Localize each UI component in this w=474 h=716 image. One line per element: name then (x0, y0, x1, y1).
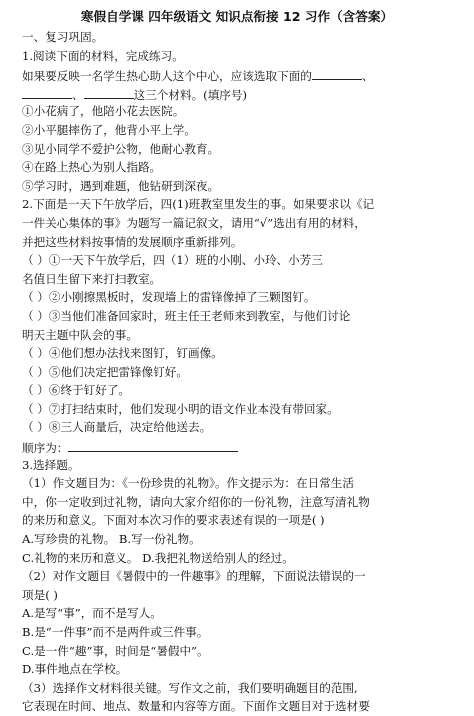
question-1-stem: 1.阅读下面的材料，完成练习。 (22, 48, 184, 63)
question-1-prompt-text: 如果要反映一名学生热心助人这个中心，应该选取下面的 (22, 69, 312, 84)
question-3-line: A.写珍贵的礼物。 B.写一份礼物。 (22, 532, 201, 547)
option-item: ⑤学习时，遇到难题，他钻研到深夜。 (22, 178, 220, 193)
question-3-line: （1）作文题目为：《一份珍贵的礼物》。作文提示为：在日常生活 (22, 476, 354, 491)
material-item: （ ）⑤他们决定把雷锋像钉好。 (22, 364, 188, 379)
question-3-line: （2）对作文题目《暑假中的一件趣事》的理解，下面说法错误的一 (22, 569, 366, 584)
question-1-prompt-line2 (22, 84, 462, 103)
question-3-line: C.是一件“趣”事，时间是“暑假中”。 (22, 643, 209, 658)
separator: 、 (72, 87, 84, 102)
question-3-line: D.事件地点在学校。 (22, 662, 128, 677)
question-3-line: 中，你一定收到过礼物，请向大家介绍你的一份礼物，注意写清礼物 (22, 494, 370, 509)
order-line (22, 437, 462, 456)
material-item: （ ）④他们想办法找来图钉，钉画像。 (22, 346, 223, 361)
question-1-prompt-line1 (22, 65, 462, 84)
question-2-stem-line: 一件关心集体的事》为题写一篇记叙文，请用“√”选出有用的材料， (22, 215, 366, 230)
material-item: （ ）⑥终于钉好了。 (22, 383, 131, 398)
question-3-line: 它表现在时间、地点、数量和内容等方面。下面作文题目对于选材要 (22, 699, 370, 714)
material-item: 名值日生留下来打扫教室。 (22, 271, 162, 286)
option-item: ④在路上热心为别人指路。 (22, 160, 162, 175)
question-3-line: A.是写“事”，而不是写人。 (22, 606, 162, 621)
question-3-line: 项是( ) (22, 587, 58, 602)
option-item: ③见小同学不爱护公物，他耐心教育。 (22, 141, 220, 156)
material-item: （ ）⑦打扫结束时，他们发现小明的语文作业本没有带回家。 (22, 401, 339, 416)
order-label: 顺序为： (22, 441, 69, 456)
order-answer-blank[interactable] (68, 437, 238, 452)
answer-blank-2[interactable] (22, 84, 72, 99)
question-3-stem: 3.选择题。 (22, 457, 80, 472)
material-item: （ ）⑧三人商量后，决定给他送去。 (22, 420, 212, 435)
question-3-line: C.礼物的来历和意义。 D.我把礼物送给别人的经过。 (22, 550, 294, 565)
section-heading: 一、复习巩固。 (22, 30, 104, 44)
material-item: （ ）③当他们准备回家时，班主任王老师来到教室，与他们讨论 (22, 308, 351, 323)
question-3-line: （3）选择作文材料很关键。写作文之前，我们要明确题目的范围, (22, 680, 358, 695)
answer-blank-1[interactable] (312, 65, 362, 80)
question-2-stem-line: 并把这些材料按事情的发展顺序重新排列。 (22, 234, 243, 249)
question-3-line: 的来历和意义。下面对本次习作的要求表述有误的一项是( ) (22, 513, 325, 528)
material-item: （ ）①一天下午放学后，四（1）班的小刚、小玲、小芳三 (22, 253, 323, 268)
document-body (22, 28, 462, 716)
question-2-stem-line: 2.下面是一天下午放学后，四(1)班教室里发生的事。如果要求以《记 (22, 197, 375, 212)
page-title: 寒假自学课 四年级语文 知识点衔接 12 习作（含答案） (80, 9, 394, 24)
answer-blank-3[interactable] (84, 84, 134, 99)
material-item: 明天主题中队会的事。 (22, 327, 138, 342)
option-item: ②小平腿摔伤了，他背小平上学。 (22, 122, 196, 137)
option-item: ①小花病了，他陪小花去医院。 (22, 104, 185, 119)
material-item: （ ）②小刚擦黑板时，发现墙上的雷锋像掉了三颗图钉。 (22, 290, 316, 305)
question-1-prompt-end: 这三个材料。(填序号) (133, 87, 248, 102)
separator: 、 (361, 69, 374, 84)
question-3-line: B.是“一件事”而不是两件或三件事。 (22, 625, 209, 639)
